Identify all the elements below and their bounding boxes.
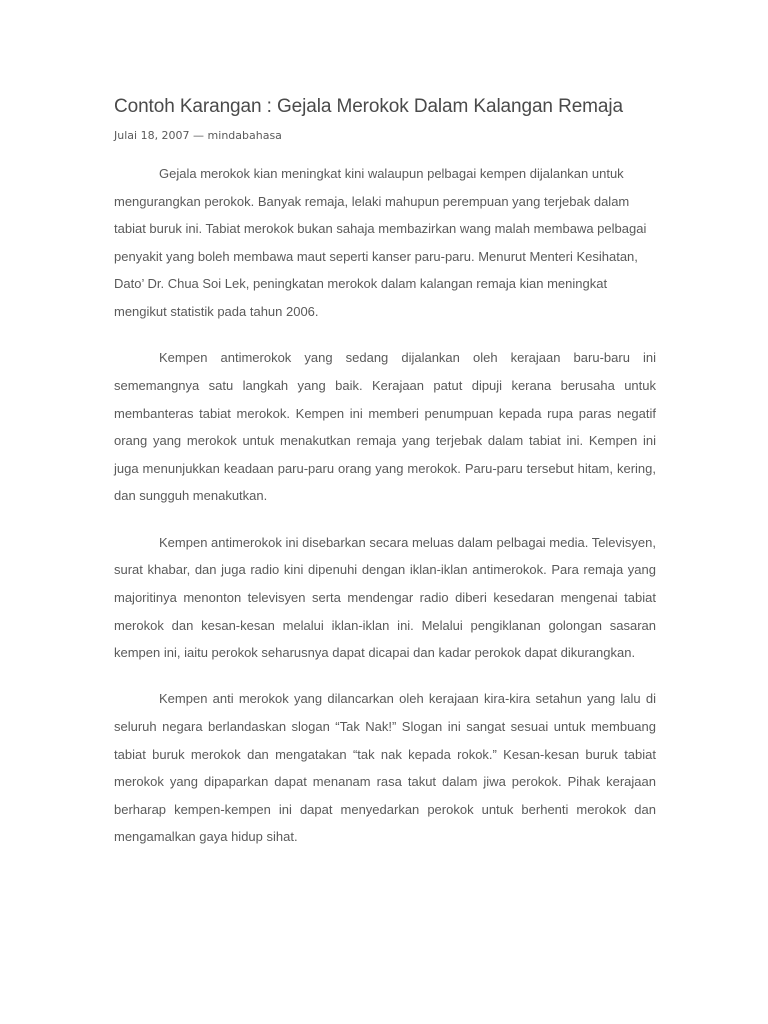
paragraph-2: Kempen antimerokok yang sedang dijalankan oleh kerajaan baru-baru ini sememangnya satu langkah yang baik. Kerajaan patut dipuji kerana berusaha untuk membanteras tabiat merokok. Kempen ini memberi penumpuan kepada rupa paras negatif orang yang merokok untuk menakutkan remaja yang terjebak dalam tabiat ini. Kempen ini juga menunjukkan keadaan paru-paru orang yang merokok. Paru-paru tersebut hitam, kering, dan sungguh menakutkan. (114, 350, 656, 504)
article (114, 94, 656, 870)
post-meta: Julai 18, 2007 — mindabahasa (114, 129, 282, 142)
paragraph-4: Kempen anti merokok yang dilancarkan oleh kerajaan kira-kira setahun yang lalu di seluruh negara berlandaskan slogan “Tak Nak!” Slogan ini sangat sesuai untuk membuang tabiat buruk merokok dan mengatakan “tak nak kepada rokok.” Kesan-kesan buruk tabiat merokok yang dipaparkan dapat menanam rasa takut dalam jiwa perokok. Pihak kerajaan berharap kempen-kempen ini dapat menyedarkan perokok untuk berhenti merokok dan mengamalkan gaya hidup sihat. (114, 691, 656, 845)
paragraph-1: Gejala merokok kian meningkat kini walaupun pelbagai kempen dijalankan untuk mengurangkan perokok. Banyak remaja, lelaki mahupun perempuan yang terjebak dalam tabiat buruk ini. Tabiat merokok bukan sahaja membazirkan wang malah membawa pelbagai penyakit yang boleh membawa maut seperti kanser paru-paru. Menurut Menteri Kesihatan, Dato’ Dr. Chua Soi Lek, peningkatan merokok dalam kalangan remaja kian meningkat mengikut statistik pada tahun 2006. (114, 166, 647, 319)
post-title: Contoh Karangan : Gejala Merokok Dalam Kalangan Remaja (114, 96, 623, 117)
paragraph-3: Kempen antimerokok ini disebarkan secara meluas dalam pelbagai media. Televisyen, surat khabar, dan juga radio kini dipenuhi dengan iklan-iklan antimerokok. Para remaja yang majoritinya menonton televisyen serta mendengar radio diberi kesedaran mengenai tabiat merokok dan kesan-kesan melalui iklan-iklan ini. Melalui pengiklanan golongan sasaran kempen ini, iaitu perokok seharusnya dapat dicapai dan kadar perokok dapat dikurangkan. (114, 534, 656, 661)
post-body (114, 160, 656, 851)
